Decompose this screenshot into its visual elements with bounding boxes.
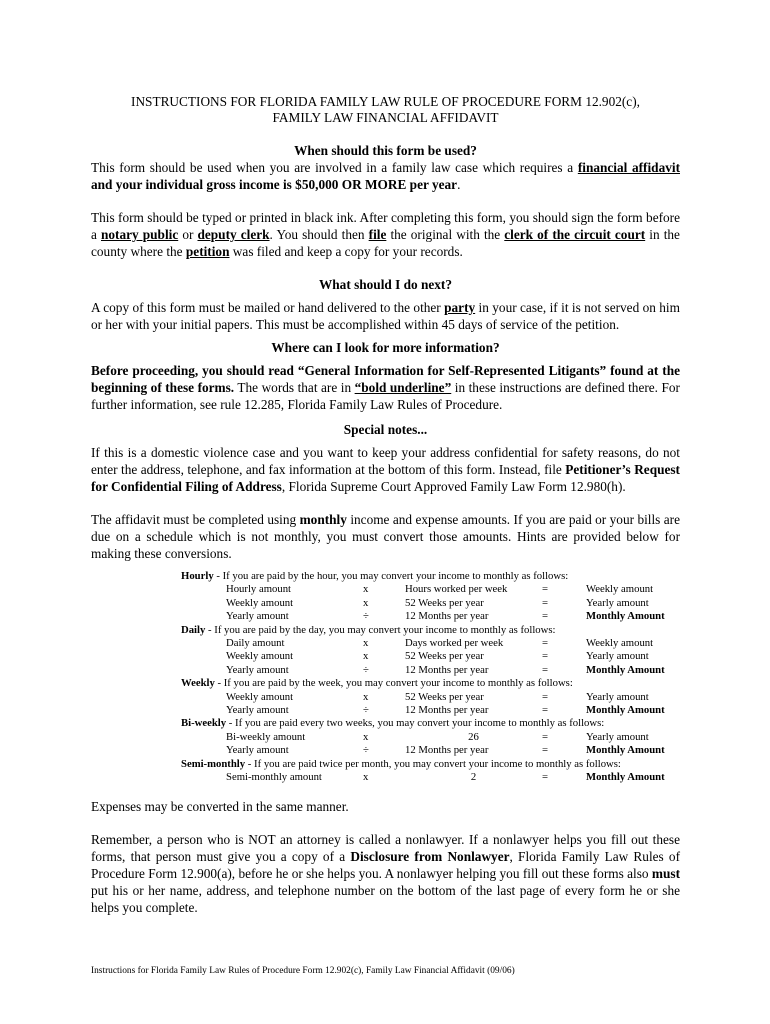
conversion-cell-b: 52 Weeks per year (405, 596, 484, 609)
conversion-cell-op: ÷ (363, 663, 369, 676)
bold-must: must (651, 866, 680, 882)
conversion-indent (181, 597, 226, 610)
paragraph-when-1 (91, 159, 680, 193)
text: in these instructions are defined there. For further information, see rule 12.285, Florida Family Law Rules of Procedure. (91, 380, 680, 412)
heading-info: Where can I look for more information? (271, 340, 500, 355)
paragraph-notes-2 (91, 511, 680, 562)
text: , Florida Supreme Court Approved Family Law Form 12.980(h). (281, 479, 626, 494)
conversion-cell-op: x (363, 583, 369, 596)
conversion-section-heading (181, 758, 681, 771)
heading-notes: Special notes... (343, 422, 428, 437)
conversion-cell-r: Monthly Amount (586, 663, 665, 676)
conversion-indent (181, 583, 226, 596)
conversion-cell-a: Yearly amount (226, 663, 289, 676)
conversion-cell-op: ÷ (363, 703, 369, 716)
text: . (457, 177, 461, 192)
conversion-description: - If you are paid by the day, you may convert your income to monthly as follows: (205, 623, 556, 636)
text: . You should then (269, 227, 369, 242)
page-footer: Instructions for Florida Family Law Rules of Procedure Form 12.902(c), Family Law Financial Affidavit (09/06) (91, 966, 515, 976)
term-clerk-circuit-court: clerk of the circuit court (504, 227, 646, 242)
conversion-cell-r: Monthly Amount (586, 703, 665, 716)
conversion-cell-b: 12 Months per year (405, 703, 489, 716)
term-bold-underline: “bold underline” (354, 380, 452, 395)
conversion-cell-op: x (363, 636, 369, 649)
term-petition: petition (185, 244, 230, 259)
conversion-cell-a: Hourly amount (226, 583, 292, 596)
conversion-cell-eq: = (542, 583, 549, 596)
conversion-cell-r: Monthly Amount (586, 744, 665, 757)
text: If this is a domestic violence case and you want to keep your address confidential for safety reasons, do not enter the address, telephone, and fax information at the bottom of this form. Instead, file (91, 445, 680, 477)
conversion-cell-b: Hours worked per week (405, 583, 508, 596)
paragraph-notes-1 (91, 444, 680, 495)
conversion-label: Hourly (181, 570, 214, 582)
conversion-indent (181, 691, 226, 704)
conversion-indent (181, 664, 226, 677)
conversion-cell-r: Weekly amount (586, 636, 654, 649)
conversion-cell-a: Daily amount (226, 636, 285, 649)
conversion-cell-a: Yearly amount (226, 703, 289, 716)
conversion-cell-b: Days worked per week (405, 636, 504, 649)
conversion-cell-a: Yearly amount (226, 744, 289, 757)
text: The affidavit must be completed using (91, 512, 300, 527)
bold-income: and your individual gross income is $50,000 OR MORE per year (91, 177, 458, 192)
conversion-cell-a: Weekly amount (226, 596, 294, 609)
conversion-row (181, 704, 681, 717)
document-page (91, 94, 680, 916)
conversion-row (181, 610, 681, 623)
conversion-label: Daily (181, 623, 206, 636)
conversion-row (181, 771, 681, 784)
conversion-cell-r: Monthly Amount (586, 770, 665, 783)
conversion-label: Semi-monthly (181, 757, 246, 770)
conversion-row (181, 744, 681, 757)
conversion-indent (181, 771, 226, 784)
text: put his or her name, address, and telephone number on the bottom of the last page of every form he or she helps you complete. (91, 883, 680, 916)
conversion-row (181, 691, 681, 704)
conversion-row (181, 597, 681, 610)
conversion-cell-a: Bi-weekly amount (226, 730, 306, 743)
conversion-row (181, 637, 681, 650)
conversion-table (181, 570, 681, 784)
title-line-1: INSTRUCTIONS FOR FLORIDA FAMILY LAW RULE OF PROCEDURE FORM 12.902(c), (131, 94, 640, 109)
conversion-section-heading (181, 570, 681, 583)
conversion-cell-op: x (363, 650, 369, 663)
conversion-cell-a: Semi-monthly amount (226, 770, 322, 783)
conversion-cell-r: Yearly amount (586, 596, 649, 609)
conversion-cell-eq: = (542, 770, 549, 783)
term-deputy-clerk: deputy clerk (197, 227, 270, 242)
conversion-indent (181, 731, 226, 744)
conversion-cell-eq: = (542, 730, 549, 743)
heading-when: When should this form be used? (294, 143, 477, 158)
conversion-cell-eq: = (542, 636, 549, 649)
conversion-cell-a: Weekly amount (226, 650, 294, 663)
paragraph-info (91, 362, 680, 413)
conversion-indent (181, 637, 226, 650)
bold-monthly: monthly (299, 512, 347, 527)
text: This form should be used when you are involved in a family law case which requires a (91, 160, 578, 175)
conversion-cell-eq: = (542, 703, 549, 716)
term-file: file (368, 227, 387, 242)
bold-before-proceeding: Before proceeding, you should read “General Information for Self-Represented Litigants” found at the beginning of these forms. (91, 363, 680, 395)
text: Remember, a person who is NOT an attorney is called a nonlawyer. If a nonlawyer helps you fill out these forms, that person must give you a copy of a (91, 832, 680, 865)
conversion-indent (181, 744, 226, 757)
bold-disclosure: Disclosure from Nonlawyer (350, 849, 510, 865)
conversion-row (181, 650, 681, 663)
conversion-indent (181, 704, 226, 717)
conversion-description: - If you are paid by the week, you may convert your income to monthly as follows: (214, 677, 573, 690)
text: income and expense amounts. If you are paid or your bills are due on a schedule which is not monthly, you must convert those amounts. Hints are provided below for making these conversions. (91, 512, 681, 561)
conversion-cell-r: Yearly amount (586, 650, 649, 663)
conversion-cell-b: 52 Weeks per year (405, 690, 484, 703)
text: the original with the (386, 227, 505, 242)
conversion-cell-op: x (363, 730, 369, 743)
conversion-cell-op: ÷ (363, 610, 369, 623)
conversion-indent (181, 610, 226, 623)
conversion-section-heading (181, 624, 681, 637)
conversion-cell-op: x (363, 770, 369, 783)
conversion-section-heading (181, 717, 681, 730)
conversion-label: Weekly (181, 677, 215, 690)
paragraph-remember (91, 831, 680, 916)
conversion-indent (181, 650, 226, 663)
conversion-cell-b: 12 Months per year (405, 663, 489, 676)
conversion-cell-eq: = (542, 744, 549, 757)
conversion-cell-b: 52 Weeks per year (405, 650, 484, 663)
conversion-section-heading (181, 677, 681, 690)
term-party: party (444, 300, 476, 315)
heading-next: What should I do next? (318, 277, 452, 292)
conversion-cell-r: Monthly Amount (586, 610, 665, 623)
conversion-cell-r: Yearly amount (586, 690, 649, 703)
conversion-row (181, 731, 681, 744)
paragraph-next (91, 299, 680, 333)
conversion-description: - If you are paid twice per month, you may convert your income to monthly as follows: (245, 757, 621, 770)
conversion-cell-b: 2 (470, 770, 477, 783)
text: This form should be typed or printed in black ink. After completing this form, you should sign the form before a (91, 210, 680, 242)
text: or (178, 227, 198, 242)
paragraph-when-2 (91, 209, 680, 260)
conversion-cell-r: Yearly amount (586, 730, 649, 743)
term-notary-public: notary public (101, 227, 179, 242)
conversion-cell-r: Weekly amount (586, 583, 654, 596)
text: in the county where the (91, 227, 680, 259)
conversion-cell-op: x (363, 690, 369, 703)
conversion-label: Bi-weekly (181, 717, 227, 730)
conversion-cell-b: 12 Months per year (405, 610, 489, 623)
conversion-cell-eq: = (542, 663, 549, 676)
conversion-cell-op: x (363, 596, 369, 609)
conversion-row (181, 583, 681, 596)
conversion-cell-b: 12 Months per year (405, 744, 489, 757)
conversion-cell-op: ÷ (363, 744, 369, 757)
conversion-cell-eq: = (542, 650, 549, 663)
conversion-cell-eq: = (542, 596, 549, 609)
text: The words that are in (234, 380, 355, 395)
conversion-cell-b: 26 (468, 730, 479, 743)
conversion-cell-eq: = (542, 690, 549, 703)
text: A copy of this form must be mailed or hand delivered to the other (91, 300, 445, 315)
bold-petitioner-request: Petitioner’s Request for Confidential Filing of Address (91, 462, 680, 494)
conversion-cell-a: Weekly amount (226, 690, 294, 703)
conversion-cell-a: Yearly amount (226, 610, 289, 623)
text: in your case, if it is not served on him or her with your initial papers. This must be accomplished within 45 days of service of the petition. (91, 300, 680, 332)
conversion-description: - If you are paid every two weeks, you may convert your income to monthly as follows: (226, 717, 605, 730)
text: , Florida Family Law Rules of Procedure Form 12.900(a), before he or she helps you. A nonlawyer helping you fill out these forms also (91, 849, 681, 882)
conversion-row (181, 664, 681, 677)
paragraph-expenses: Expenses may be converted in the same manner. (91, 799, 349, 815)
conversion-cell-eq: = (542, 610, 549, 623)
text: was filed and keep a copy for your records. (229, 244, 463, 259)
conversion-description: - If you are paid by the hour, you may convert your income to monthly as follows: (213, 570, 569, 582)
link-financial-affidavit: financial affidavit (577, 160, 680, 175)
title-line-2: FAMILY LAW FINANCIAL AFFIDAVIT (272, 110, 499, 125)
